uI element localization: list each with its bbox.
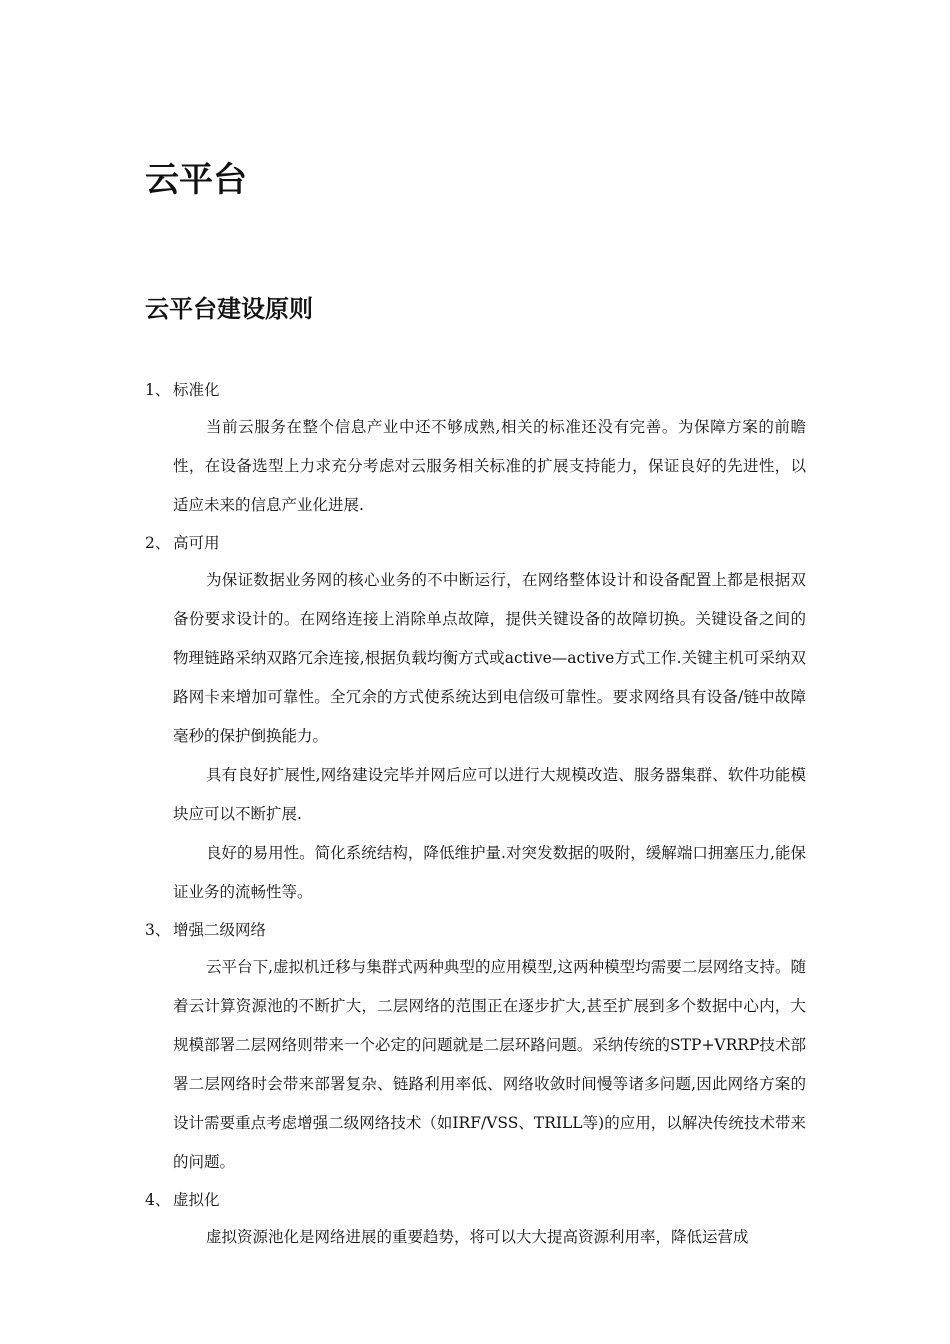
paragraph: 具有良好扩展性,网络建设完毕并网后应可以进行大规模改造、服务器集群、软件功能模块应可以不断扩展. [173, 766, 806, 823]
list-item [145, 525, 815, 561]
list-item-label: 虚拟化 [173, 1191, 220, 1209]
list-item [145, 912, 815, 948]
paragraph: 云平台下,虚拟机迁移与集群式两种典型的应用模型,这两种模型均需要二层网络支持。随着云计算资源池的不断扩大，二层网络的范围正在逐步扩大,甚至扩展到多个数据中心内，大规模部署二层网络则带来一个必定的问题就是二层环路问题。采纳传统的STP+VRRP技术部署二层网络时会带来部署复杂、链路利用率低、网络收敛时间慢等诸多问题,因此网络方案的设计需要重点考虑增强二级网络技术（如IRF/VSS、TRILL等)的应用，以解决传统技术带来的问题。 [173, 958, 806, 1171]
list-item-label: 高可用 [173, 534, 220, 552]
paragraph: 虚拟资源池化是网络进展的重要趋势，将可以大大提高资源利用率，降低运营成 [206, 1228, 749, 1246]
principles-list [145, 372, 815, 1257]
list-item-number: 2、 [145, 534, 171, 552]
list-item-label: 增强二级网络 [173, 921, 267, 939]
paragraph: 当前云服务在整个信息产业中还不够成熟,相关的标准还没有完善。为保障方案的前瞻性，在设备选型上力求充分考虑对云服务相关标准的扩展支持能力，保证良好的先进性，以适应未来的信息产业化进展. [173, 418, 806, 514]
paragraph: 良好的易用性。简化系统结构，降低维护量.对突发数据的吸附，缓解端口拥塞压力,能保证业务的流畅性等。 [173, 844, 806, 901]
section-title: 云平台建设原则 [145, 295, 313, 323]
list-item-number: 1、 [145, 381, 171, 399]
page-title: 云平台 [145, 160, 247, 200]
list-item-number: 3、 [145, 921, 171, 939]
list-item [145, 372, 815, 408]
list-item-label: 标准化 [173, 381, 220, 399]
list-item-number: 4、 [145, 1191, 171, 1209]
list-item [145, 1182, 815, 1218]
paragraph: 为保证数据业务网的核心业务的不中断运行，在网络整体设计和设备配置上都是根据双备份要求设计的。在网络连接上消除单点故障，提供关键设备的故障切换。关键设备之间的物理链路采纳双路冗余连接,根据负载均衡方式或active—active方式工作.关键主机可采纳双路网卡来增加可靠性。全冗余的方式使系统达到电信级可靠性。要求网络具有设备/链中故障毫秒的保护倒换能力。 [173, 571, 806, 745]
